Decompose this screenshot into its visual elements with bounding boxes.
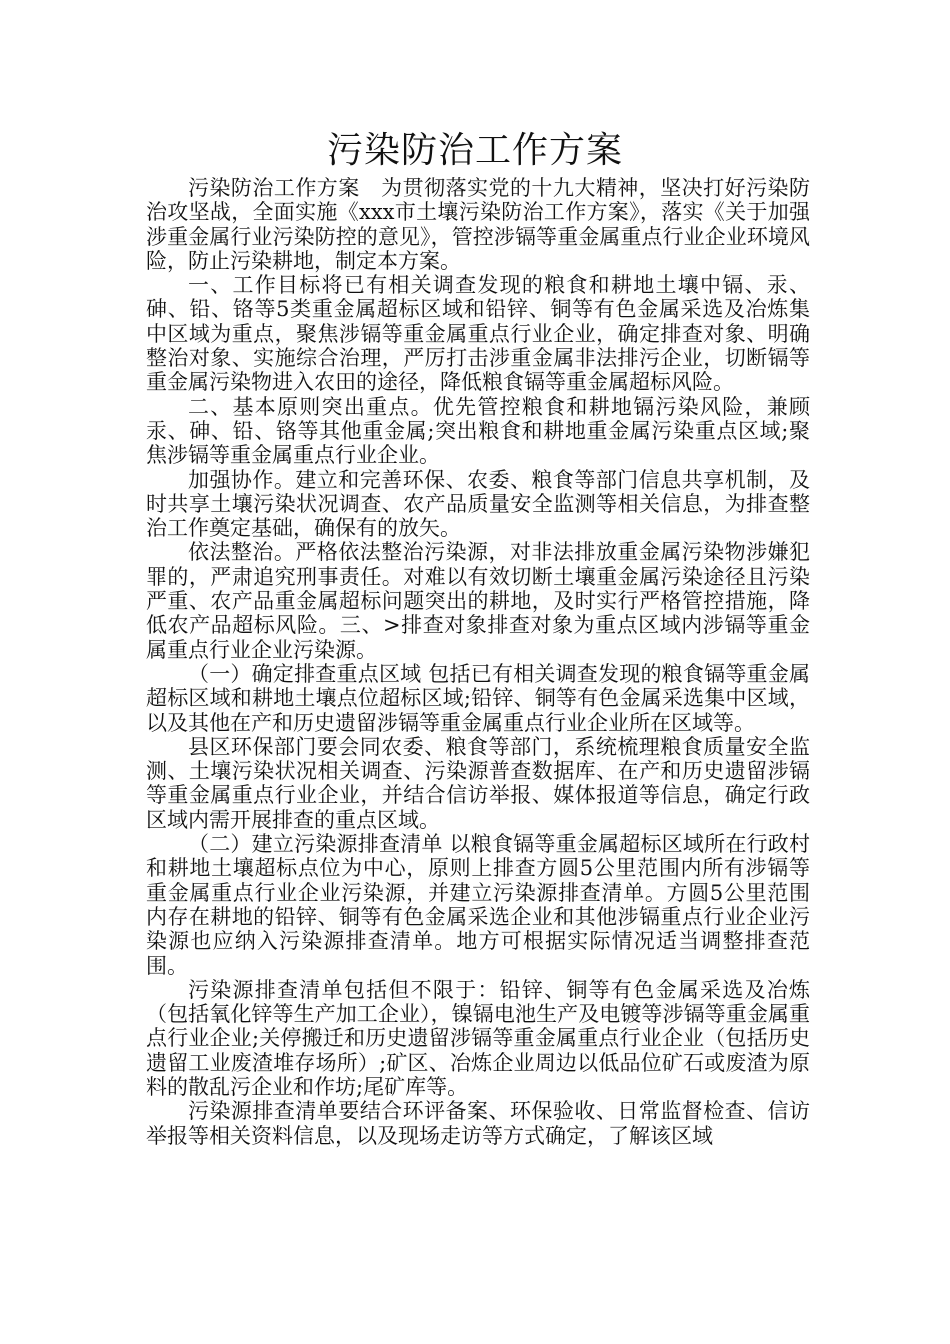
paragraph-key-area: （一）确定排查重点区域 包括已有相关调查发现的粮食镉等重金属超标区域和耕地土壤点位超标区域;铅锌、铜等有色金属采选集中区域，以及其他在产和历史遗留涉镉等重金属重点行业企业所在区域等。	[146, 661, 810, 735]
paragraph-intro: 污染防治工作方案 为贯彻落实党的十九大精神，坚决打好污染防治攻坚战，全面实施《xxx市土壤污染防治工作方案》，落实《关于加强涉重金属行业污染防控的意见》，管控涉镉等重金属重点行业企业环境风险，防止污染耕地，制定本方案。	[146, 176, 810, 273]
paragraph-basic-principle: 二、基本原则突出重点。优先管控粮食和耕地镉污染风险，兼顾汞、砷、铅、铬等其他重金属;突出粮食和耕地重金属污染重点区域;聚焦涉镉等重金属重点行业企业。	[146, 394, 810, 468]
paragraph-cooperation: 加强协作。建立和完善环保、农委、粮食等部门信息共享机制，及时共享土壤污染状况调查、农产品质量安全监测等相关信息，为排查整治工作奠定基础，确保有的放矢。	[146, 467, 810, 541]
document-title: 污染防治工作方案	[326, 130, 623, 171]
paragraph-work-goal: 一、工作目标将已有相关调查发现的粮食和耕地土壤中镉、汞、砷、铅、铬等5类重金属超标区域和铅锌、铜等有色金属采选及冶炼集中区域为重点，聚焦涉镉等重金属重点行业企业，确定排查对象、明确整治对象、实施综合治理，严厉打击涉重金属非法排污企业，切断镉等重金属污染物进入农田的途径，降低粮食镉等重金属超标风险。	[146, 273, 810, 395]
paragraph-county-departments: 县区环保部门要会同农委、粮食等部门，系统梳理粮食质量安全监测、土壤污染状况相关调查、污染源普查数据库、在产和历史遗留涉镉等重金属重点行业企业，并结合信访举报、媒体报道等信息，确定行政区域内需开展排查的重点区域。	[146, 734, 810, 832]
paragraph-source-list: （二）建立污染源排查清单 以粮食镉等重金属超标区域所在行政村和耕地土壤超标点位为中心，原则上排查方圆5公里范围内所有涉镉等重金属重点行业企业污染源，并建立污染源排查清单。方圆5公里范围内存在耕地的铅锌、铜等有色金属采选企业和其他涉镉重点行业企业污染源也应纳入污染源排查清单。地方可根据实际情况适当调整排查范围。	[146, 832, 810, 978]
paragraph-legal-rectification: 依法整治。严格依法整治污染源，对非法排放重金属污染物涉嫌犯罪的，严肃追究刑事责任。对难以有效切断土壤重金属污染途径且污染严重、农产品重金属超标问题突出的耕地，及时实行严格管控措施，降低农产品超标风险。三、>排查对象排查对象为重点区域内涉镉等重金属重点行业企业污染源。	[146, 540, 810, 662]
paragraph-list-method: 污染源排查清单要结合环评备案、环保验收、日常监督检查、信访举报等相关资料信息，以及现场走访等方式确定，了解该区域	[146, 1099, 810, 1148]
paragraph-list-contents: 污染源排查清单包括但不限于：铅锌、铜等有色金属采选及冶炼（包括氧化锌等生产加工企业），镍镉电池生产及电镀等涉镉等重金属重点行业企业;关停搬迁和历史遗留涉镉等重金属重点行业企业（包括历史遗留工业废渣堆存场所）;矿区、冶炼企业周边以低品位矿石或废渣为原料的散乱污企业和作坊;尾矿库等。	[146, 977, 810, 1099]
document-body	[146, 176, 810, 1148]
